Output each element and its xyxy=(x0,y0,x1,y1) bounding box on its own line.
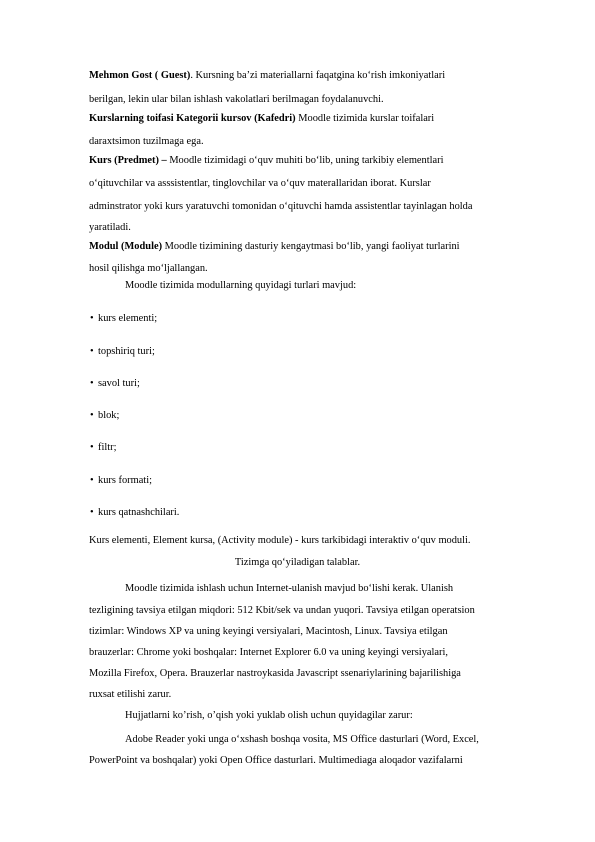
list-item: • blok; xyxy=(90,410,120,421)
docs-intro: Hujjatlarni ko’rish, o’qish yoki yuklab olish uchun quyidagilar zarur: xyxy=(125,710,413,721)
term-module: Modul (Module) xyxy=(89,241,163,252)
def-course-line-1: Kurs (Predmet) – Moodle tizimidagi o‘quv muhiti bo‘lib, uning tarkibiy elementlari xyxy=(89,155,444,166)
term-guest: Mehmon Gost ( Guest) xyxy=(89,70,191,81)
def-course-line-3: adminstrator yoki kurs yaratuvchi tomonidan o‘qituvchi hamda assistentlar tayinlagan holda xyxy=(89,201,473,212)
def-category-line-1: Kurslarning toifasi Kategorii kursov (Kafedri) Moodle tizimida kurslar toifalari xyxy=(89,113,435,124)
term-course: Kurs (Predmet) – xyxy=(89,155,167,166)
def-category-line-2: daraxtsimon tuzilmaga ega. xyxy=(89,136,204,147)
list-item: • kurs elementi; xyxy=(90,313,158,324)
list-item: • topshiriq turi; xyxy=(90,346,155,357)
requirements-line-6: ruxsat etilishi zarur. xyxy=(89,689,172,700)
bullet-icon: • xyxy=(90,410,94,421)
element-definition: Kurs elementi, Element kursa, (Activity module) - kurs tarkibidagi interaktiv o‘quv moduli. xyxy=(89,535,471,546)
bullet-icon: • xyxy=(90,507,94,518)
requirements-line-5: Mozilla Firefox, Opera. Brauzerlar nastroykasida Javascript ssenariylarining bajarilishiga xyxy=(89,668,461,679)
def-guest-line-2: berilgan, lekin ular bilan ishlash vakolatlari berilmagan foydalanuvchi. xyxy=(89,94,384,105)
def-guest-line-1: Mehmon Gost ( Guest). Kursning ba’zi materiallarni faqatgina ko‘rish imkoniyatlari xyxy=(89,70,446,81)
list-item: • filtr; xyxy=(90,442,117,453)
def-module-line-1: Modul (Module) Moodle tizimining dasturiy kengaytmasi bo‘lib, yangi faoliyat turlarini xyxy=(89,241,460,252)
modules-intro: Moodle tizimida modullarning quyidagi turlari mavjud: xyxy=(125,280,357,291)
bullet-icon: • xyxy=(90,378,94,389)
bullet-icon: • xyxy=(90,313,94,324)
docs-line-2: PowerPoint va boshqalar) yoki Open Office dasturlari. Multimediaga aloqador vazifalarni xyxy=(89,755,463,766)
bullet-icon: • xyxy=(90,475,94,486)
def-module-line-2: hosil qilishga mo‘ljallangan. xyxy=(89,263,208,274)
list-item: • kurs formati; xyxy=(90,475,152,486)
requirements-line-4: brauzerlar: Chrome yoki boshqalar: Internet Explorer 6.0 va uning keyingi versiyalari, xyxy=(89,647,448,658)
bullet-icon: • xyxy=(90,346,94,357)
requirements-line-3: tizimlar: Windows XP va uning keyingi versiyalari, Macintosh, Linux. Tavsiya etilgan xyxy=(89,626,448,637)
requirements-line-2: tezligining tavsiya etilgan miqdori: 512 Kbit/sek va undan yuqori. Tavsiya etilgan operatsion xyxy=(89,605,475,616)
list-item: • kurs qatnashchilari. xyxy=(90,507,180,518)
def-course-line-2: o‘qituvchilar va asssistentlar, tinglovchilar va o‘quv materallaridan iborat. Kurslar xyxy=(89,178,431,189)
term-category: Kurslarning toifasi Kategorii kursov (Kafedri) xyxy=(89,113,296,124)
docs-line-1: Adobe Reader yoki unga o‘xshash boshqa vosita, MS Office dasturlari (Word, Excel, xyxy=(125,734,479,745)
requirements-heading: Tizimga qo‘yiladigan talablar. xyxy=(234,557,361,568)
def-course-line-4: yaratiladi. xyxy=(89,222,131,233)
requirements-line-1: Moodle tizimida ishlash uchun Internet-ulanish mavjud bo‘lishi kerak. Ulanish xyxy=(125,583,454,594)
bullet-icon: • xyxy=(90,442,94,453)
list-item: • savol turi; xyxy=(90,378,140,389)
